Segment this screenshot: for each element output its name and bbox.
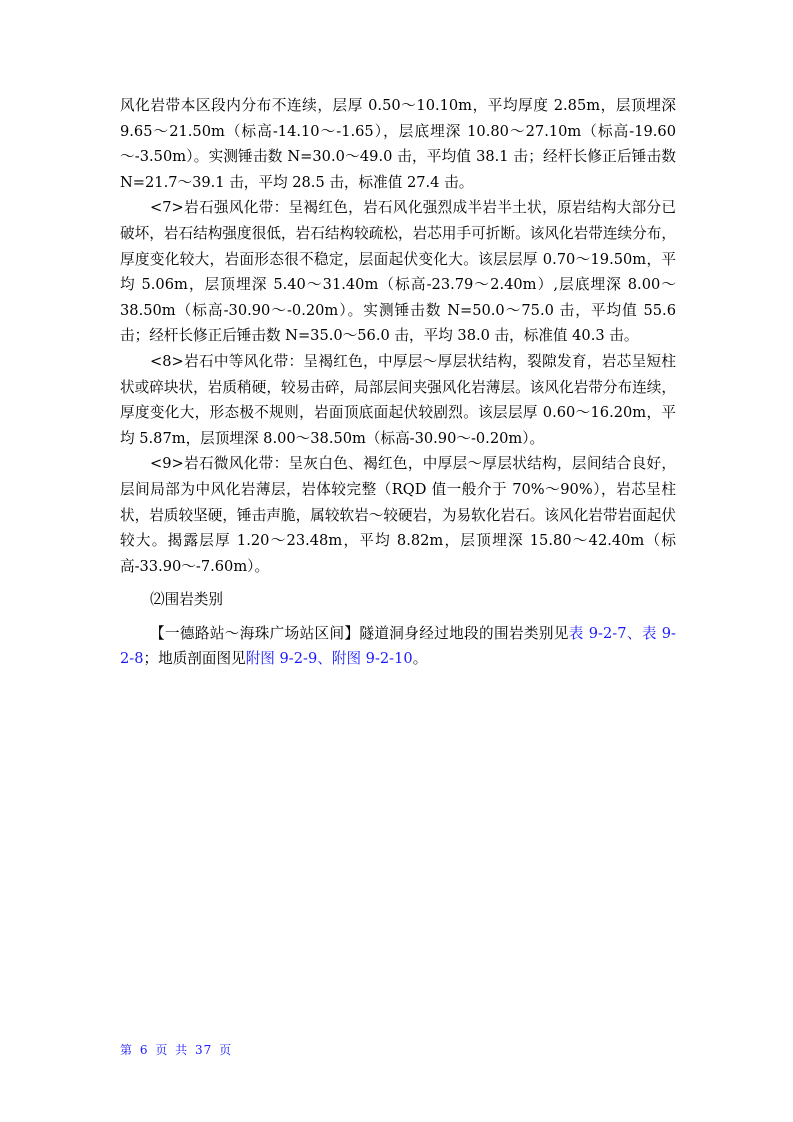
link-figure-9-2-10[interactable]: 附图 9-2-10 — [331, 650, 413, 668]
footer-label-ye: 页 — [219, 1043, 233, 1057]
refs-middle: ；地质剖面图见 — [143, 650, 246, 668]
section-heading-rock-class: ⑵围岩类别 — [150, 591, 223, 609]
footer-label-total: 共 — [175, 1043, 189, 1057]
paragraph-slightly-weathered: <9>岩石微风化带：呈灰白色、褐红色，中厚层～厚层状结构，层间结合良好，层间局部为中风化岩薄层，岩体较完整（RQD 值一般介于 70%～90%），岩芯呈柱状，岩质较坚硬，锤击声脆，属较软岩～较硬岩，为易软化岩石。该风化岩带岩面起伏较大。揭露层厚 1.20～23.48m，平均 8.82m，层顶埋深 15.80～42.40m（标高-33.90～-7.60m）。 — [120, 455, 676, 575]
paragraph-strongly-weathered: <7>岩石强风化带：呈褐红色，岩石风化强烈成半岩半土状，原岩结构大部分已破坏，岩石结构强度很低，岩石结构较疏松，岩芯用手可折断。该风化岩带连续分布，厚度变化较大，岩面形态很不稳定，层面起伏变化大。该层层厚 0.70～19.50m，平均 5.06m，层顶埋深 5.40～31.40m（标高-23.79～2.40m）,层底埋深 8.00～38.50m（标高-30.90～-0.20m）。实测锤击数 N=50.0～75.0 击，平均值 55.6 击；经杆长修正后锤击数 N=35.0～56.0 击，平均 38.0 击，标准值 40.3 击。 — [120, 199, 676, 345]
footer-label-ye: 页 — [155, 1043, 169, 1057]
link-separator: 、 — [626, 624, 642, 642]
footer-label-page: 第 — [120, 1043, 134, 1057]
paragraph-rock-class-refs — [120, 621, 676, 672]
paragraph-weathered-zone: 风化岩带本区段内分布不连续，层厚 0.50～10.10m，平均厚度 2.85m，层顶埋深 9.65～21.50m（标高-14.10～-1.65），层底埋深 10.80～27.10m（标高-19.60～-3.50m）。实测锤击数 N=30.0～49.0 击，平均值 38.1 击；经杆长修正后锤击数 N=21.7～39.1 击，平均 28.5 击，标准值 27.4 击。 — [120, 97, 676, 191]
link-table-9-2-8[interactable]: 表 9-2-8 — [120, 624, 676, 668]
page-footer — [120, 1041, 234, 1058]
body-text — [120, 93, 676, 672]
refs-prefix: 【一德路站～海珠广场站区间】隧道洞身经过地段的围岩类别见 — [150, 624, 569, 642]
refs-end: 。 — [412, 650, 428, 668]
footer-current-page: 6 — [139, 1043, 149, 1057]
footer-total-pages: 37 — [195, 1043, 213, 1057]
link-separator: 、 — [317, 650, 332, 668]
link-figure-9-2-9[interactable]: 附图 9-2-9 — [245, 650, 318, 668]
link-table-9-2-7[interactable]: 表 9-2-7 — [568, 624, 627, 642]
paragraph-moderately-weathered: <8>岩石中等风化带：呈褐红色，中厚层～厚层状结构，裂隙发育，岩芯呈短柱状或碎块状，岩质稍硬，较易击碎，局部层间夹强风化岩薄层。该风化岩带分布连续，厚度变化大，形态极不规则，岩面顶底面起伏较剧烈。该层层厚 0.60～16.20m，平均 5.87m，层顶埋深 8.00～38.50m（标高-30.90～-0.20m）。 — [120, 352, 676, 447]
